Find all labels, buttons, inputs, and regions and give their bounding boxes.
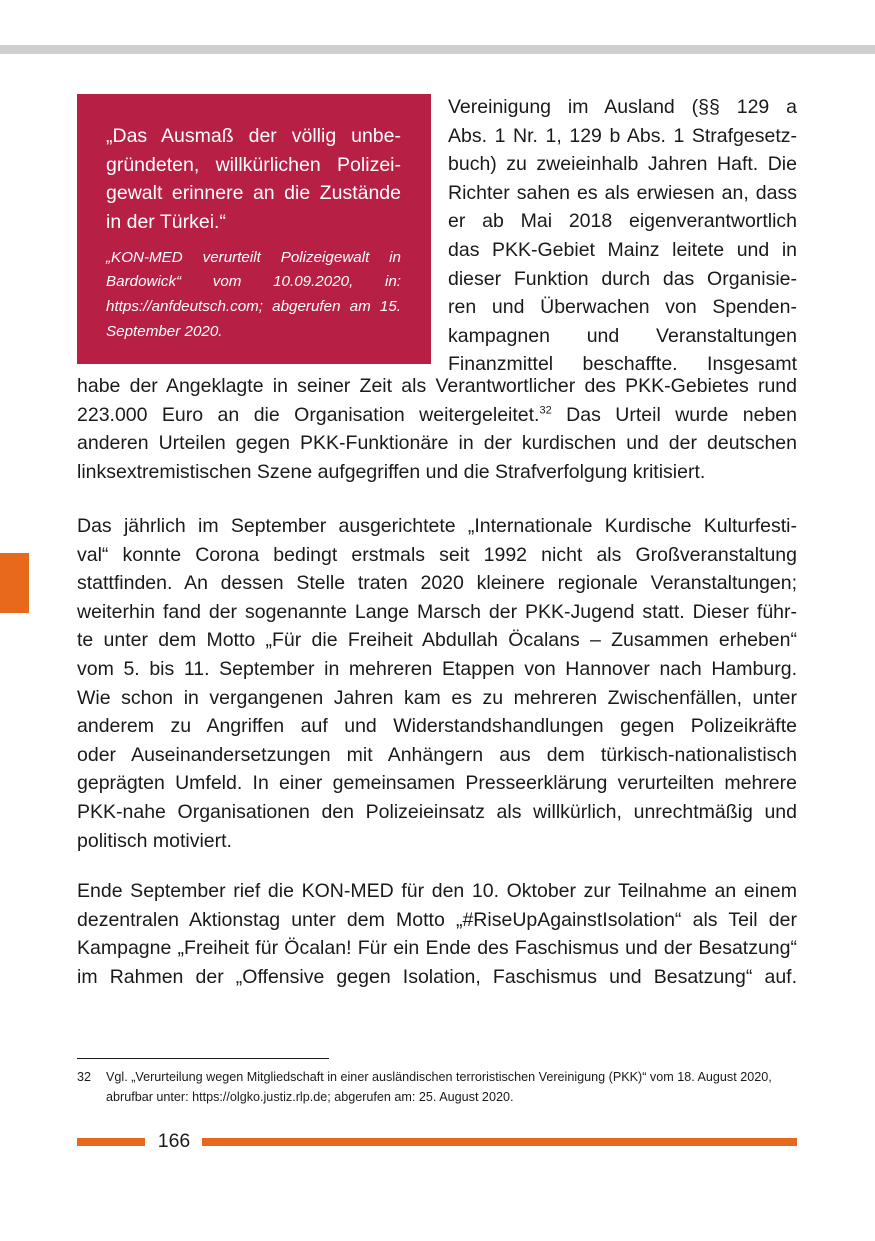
text-line: Richter sahen es als erwiesen an, dass (448, 181, 797, 204)
callout-quote-text: „Das Ausmaß der völlig unbegründeten, willkürlichen Polizeigewalt erinnere an die Zustände in der Türkei.“ (106, 125, 401, 234)
text-line: politisch motiviert. (77, 829, 232, 852)
footnote-line: Vgl. „Verurteilung wegen Mitgliedschaft in einer ausländischen terroristischen Vereinigung (PKK)“ vom 18. August 2020, (106, 1070, 772, 1084)
text-line: Wie schon in vergangenen Jahren kam es zu mehreren Zwischenfällen, unter (77, 686, 797, 709)
text-line: Vereinigung im Ausland (§§ 129 a (448, 96, 797, 118)
text-line: buch) zu zweieinhalb Jahren Haft. Die (448, 153, 797, 176)
footnote-number: 32 (77, 1070, 92, 1084)
text-line: weiterhin fand der sogenannte Lange Marsch der PKK-Jugend statt. Dieser führ- (77, 600, 797, 623)
text-line: geprägten Umfeld. In einer gemeinsamen Presseerklärung verurteilten mehrere (77, 772, 797, 795)
callout-source-text: „KON-MED verurteilt Polizeigewalt in Bardowick“ vom 10.09.2020, in: https://anfdeutsch.com; abgerufen am 15. September 2020. (106, 248, 401, 340)
chapter-side-tab (0, 553, 29, 613)
text-line: te unter dem Motto „Für die Freiheit Abdullah Öcalans – Zusammen erheben“ (77, 629, 797, 652)
footer-bar-right (202, 1138, 797, 1146)
text-line: im Rahmen der „Offensive gegen Isolation, Faschismus und Besatzung“ auf. (77, 965, 797, 988)
text-line: das PKK-Gebiet Mainz leitete und in (448, 238, 797, 261)
text-line: linksextremistischen Szene aufgegriffen und die Strafverfolgung kritisiert. (77, 460, 706, 483)
page-number: 166 (157, 1130, 191, 1152)
paragraph-2 (77, 512, 797, 855)
footnote-reference[interactable]: 32 (539, 404, 552, 417)
text-line: PKK-nahe Organisationen den Polizeieinsatz als willkürlich, unrechtmäßig und (77, 800, 797, 823)
text-line: habe der Angeklagte in seiner Zeit als Verantwortlicher des PKK-Gebietes rund (77, 375, 797, 397)
text-line: stattfinden. An dessen Stelle traten 2020 kleinere regionale Veranstaltungen; (77, 572, 797, 595)
paragraph-1-column-text (448, 93, 797, 379)
paragraph-3 (77, 877, 797, 991)
text-line: dezentralen Aktionstag unter dem Motto „#RiseUpAgainstIsolation“ als Teil der (77, 908, 797, 931)
text-line: vom 5. bis 11. September in mehreren Etappen von Hannover nach Hamburg. (77, 657, 797, 680)
footnote-separator (77, 1058, 329, 1059)
text-line-with-footnote-ref (77, 401, 797, 430)
text-line: anderem zu Angriffen auf und Widerstandshandlungen gegen Polizeikräfte (77, 715, 797, 738)
text-line: er ab Mai 2018 eigenverantwortlich (448, 210, 797, 233)
text-segment: Das Urteil wurde neben (551, 403, 797, 426)
text-segment: 223.000 Euro an die Organisation weitergeleitet. (77, 403, 540, 426)
footnote-32 (77, 1068, 799, 1107)
footnote-line: abrufbar unter: https://olgko.justiz.rlp.de; abgerufen am: 25. August 2020. (106, 1089, 514, 1104)
text-line: Das jährlich im September ausgerichtete „Internationale Kurdische Kulturfesti- (77, 515, 797, 537)
text-line: Kampagne „Freiheit für Öcalan! Für ein Ende des Faschismus und der Besatzung“ (77, 937, 797, 960)
text-line: dieser Funktion durch das Organisie- (448, 267, 797, 290)
text-line: ren und Überwachen von Spenden- (448, 296, 797, 319)
header-rule (0, 45, 875, 54)
text-line: kampagnen und Veranstaltungen (448, 324, 797, 347)
footnote-body (106, 1068, 799, 1107)
text-line: Finanzmittel beschaffte. Insgesamt (448, 353, 797, 376)
text-line: val“ konnte Corona bedingt erstmals seit 1992 nicht als Großveranstaltung (77, 543, 797, 566)
text-line: Abs. 1 Nr. 1, 129 b Abs. 1 Strafgesetz- (448, 124, 797, 147)
paragraph-1-continuation (77, 372, 797, 486)
text-line: oder Auseinandersetzungen mit Anhängern aus dem türkisch-nationalistisch (77, 743, 797, 766)
text-line: anderen Urteilen gegen PKK-Funktionäre in der kurdischen und der deutschen (77, 432, 797, 455)
callout-quote-box (77, 94, 431, 364)
footer-bar-left (77, 1138, 145, 1146)
text-line: Ende September rief die KON-MED für den 10. Oktober zur Teilnahme an einem (77, 880, 797, 902)
page-footer (77, 1128, 797, 1152)
